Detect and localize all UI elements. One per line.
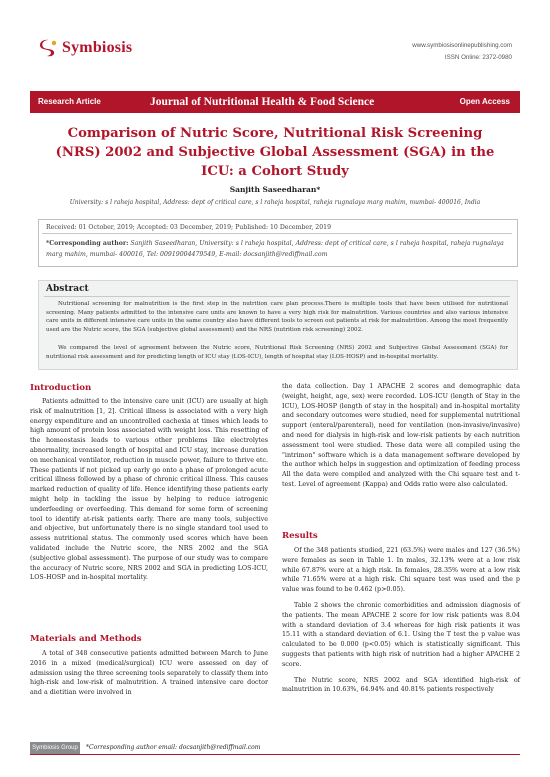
right-column-text [282,382,520,490]
footer-rule [30,754,520,755]
results-text [282,546,520,695]
results-heading: Results [282,531,318,541]
open-access-label: Open Access [459,97,510,106]
abstract-heading: Abstract [46,284,89,294]
methods-text [30,649,268,698]
publisher-name: Symbiosis [62,39,133,56]
corr-details: Sanjith Saseedharan, University: s l raheja hospital, Address: dept of critical care, s l raheja hospital, raheja rugnalaya marg mahim, mumbai- 400016, Tel: 00919004479549, E-mail: docsanjith@rediffmail.com [46,240,504,258]
info-divider [42,233,512,234]
website-link[interactable]: www.symbiosisonlinepublishing.com [412,42,512,49]
data-collection-paragraph: the data collection. Day 1 APACHE 2 scores and demographic data (weight, height, age, sex) were recorded. LOS-ICU (length of Stay in the ICU), LOS-HOSP (length of stay in the hospital) and in-hospital mortality and secondary outcomes were studied, need for supplemental nutritional support (enteral/parenteral), need for ventilation (non-invasive/invasive) and need for dialysis in high-risk and low-risk patients by each nutrition assessment tool were studied. These data were all compiled using the "intrimon" software which is a data management software developed by the author which helps in suggestion and optimization of feeding process All the data were compiled and analyzed with the Chi square test and t-test. Level of agreement (Kappa) and Odds ratio were also calculated. [282,383,520,488]
author-affiliation: University: s l raheja hospital, Address: dept of critical care, s l raheja hospital, raheja rugnalaya marg mahim, mumbai- 400016, India [69,199,481,206]
site-info [412,40,512,64]
abstract-paragraph-2: We compared the level of agreement between the Nutric score, Nutritional Risk Screening (NRS) 2002 and Subjective Global Assessment (SGA) for nutritional risk assessment and for predicting length of ICU stay (LOS-ICU), length of hospital stay (LOS-HOSP) and in-hospital mortality. [46,345,508,360]
article-type-label: Research Article [38,97,101,106]
abstract-paragraph-1: Nutritional screening for malnutrition is the first step in the nutrition care plan process.There is multiple tools that have been utilised for nutritional screening. Many patients admitted to the intensive care units are known to have a very high risk for malnutrition. Various countries and also various intensive care units in different intensive care units in the same country also have different tools to screen out patients at risk for malnutrition. Among the most frequently used are the Nutric score, the SGA (subjective global assessment) and the NRS (nutrition risk screening) 2002. [46,301,508,334]
results-paragraph-3: The Nutric score, NRS 2002 and SGA identified high-risk of malnutrition in 10.63%, 64.94% and 40.81% patients respectively [282,676,520,694]
methods-paragraph: A total of 348 consecutive patients admitted between March to June 2016 in a mixed (medical/surgical) ICU were assessed on day of admission using the three screening tools separately to classify them into high-risk and low-risk of malnutrition. A trained intensive care doctor and a dietitian were involved in [30,650,268,697]
article-title: Comparison of Nutric Score, Nutritional Risk Screening (NRS) 2002 and Subjective Global Assessment (SGA) in the ICU: a Cohort Study [55,126,495,179]
footer-corresponding-email: *Corresponding author email: docsanjith@rediffmail.com [86,744,261,751]
author-name: Sanjith Saseedharan* [229,185,321,194]
footer-group-badge: Symbiosis Group [30,742,80,754]
journal-title: Journal of Nutritional Health & Food Science [150,96,375,108]
corr-label: *Corresponding author: [46,240,129,247]
introduction-heading: Introduction [30,383,92,393]
issn-label: ISSN Online: 2372-0980 [444,54,512,61]
introduction-text [30,397,268,583]
received-dates: Received: 01 October, 2019; Accepted: 03 December, 2019; Published: 10 December, 2019 [46,224,332,231]
results-paragraph-2: Table 2 shows the chronic comorbidities and admission diagnosis of the patients. The mean APACHE 2 score for low risk patients was 8.04 with a standard deviation of 3.4 whereas for high risk patients it was 15.11 with a standard deviation of 6.1. Using the T test the p value was calculated to be 0.000 (p<0.05) which is statistically significant. This suggests that patients with high risk of nutrition had a higher APACHE 2 score. [282,601,520,668]
symbiosis-logo-icon [38,38,60,58]
publisher-logo[interactable] [38,38,132,58]
methods-heading: Materials and Methods [30,634,142,644]
corresponding-author-info [46,239,511,260]
introduction-paragraph: Patients admitted to the intensive care unit (ICU) are usually at high risk of malnutrition [1, 2]. Critical illness is associated with a very high energy expenditure and an uncontrolled cachexia at times which leads to high amount of protein loss associated with weight loss. This resetting of the homeostasis leads to various other problems like electrolytes abnormality, increased length of hospital and ICU stay, increase duration on mechanical ventilator, reduction in muscle power, failure to thrive etc. These patients if not picked up early go onto a phase of prolonged acute critical illness followed by a phase of chronic critical illness. This causes marked reduction of quality of life. Hence identifying these patients early might help in tackling the issue by helping to reduce iatrogenic underfeeding or overfeeding. This demand for some form of screening tool to identify at-risk patients early. There are many tools, subjective and objective, but unfortunately there is no single standard tool used to assess nutritional status. The commonly used scores which have been validated include the Nutric score, the NRS 2002 and the SGA (subjective global assessment). The purpose of our study was to compare the accuracy of Nutric score, NRS 2002 and SGA in predicting LOS-ICU, LOS-HOSP and in-hospital mortality. [30,398,268,582]
abstract-divider [44,296,510,297]
results-paragraph-1: Of the 348 patients studied, 221 (63.5%) were males and 127 (36.5%) were females as seen in Table 1. In males, 32.13% were at a low risk while 67.87% were at a high risk. In females, 28.35% were at a low risk while 71.65% were at a high risk. Chi square test was used and the p value was found to be 0.462 (p>0.05). [282,547,520,594]
